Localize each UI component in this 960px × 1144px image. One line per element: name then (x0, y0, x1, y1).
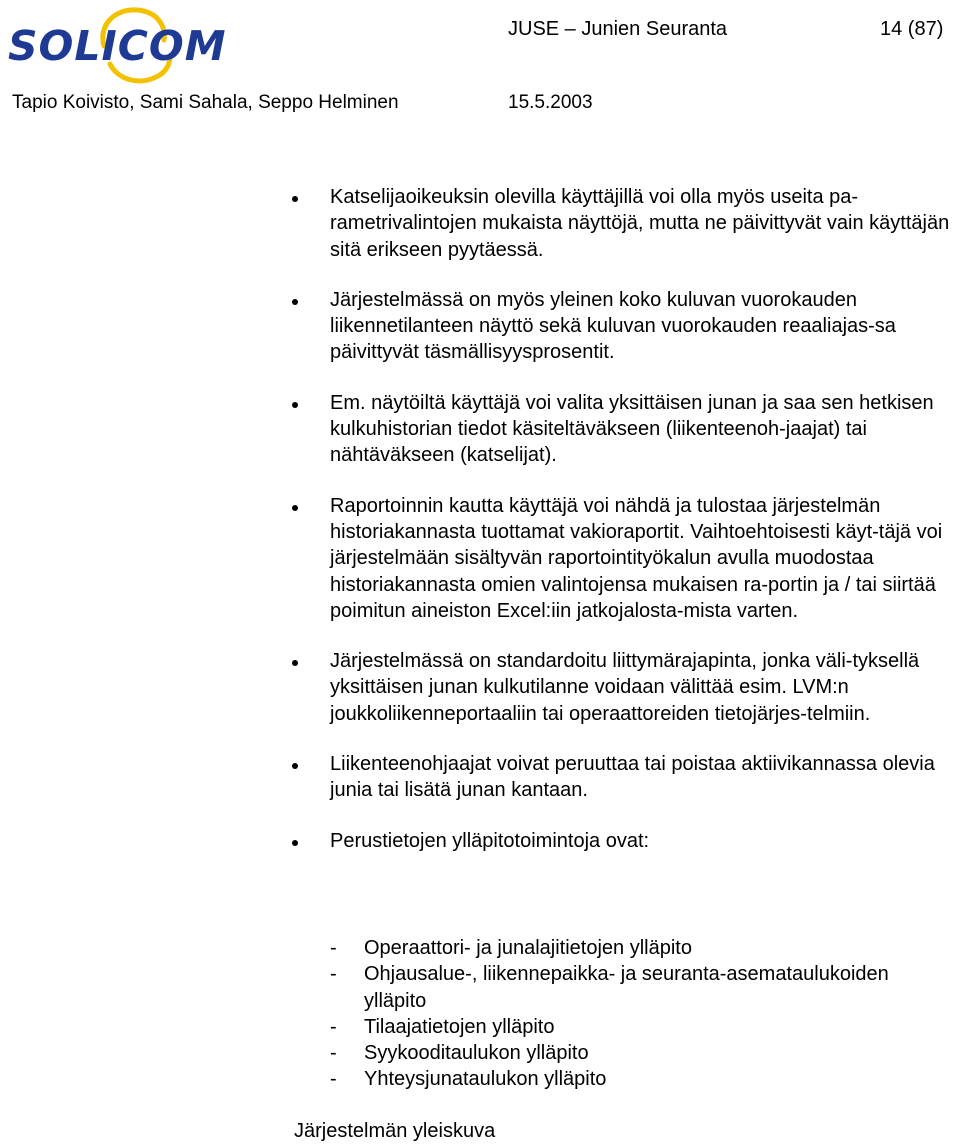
section-heading: Järjestelmän yleiskuva (294, 1120, 496, 1142)
sub-list-item (330, 935, 950, 961)
list-item (0, 648, 960, 727)
sub-item-text: Syykooditaulukon ylläpito (364, 1042, 589, 1065)
sub-item-text: Yhteysjunataulukon ylläpito (364, 1068, 607, 1091)
page-number: 14 (87) (880, 18, 944, 40)
bullet-icon (292, 505, 298, 511)
bullet-text: Liikenteenohjaajat voivat peruuttaa tai poistaa aktiivikannassa olevia junia tai lisätä junan kantaan. (330, 753, 935, 802)
document-date: 15.5.2003 (508, 92, 593, 113)
bullet-text: Järjestelmässä on myös yleinen koko kuluvan vuorokauden liikennetilanteen näyttö sekä kuluvan vuorokauden reaaliajas-sa päivittyvät täsmällisyysprosentit. (330, 288, 896, 364)
list-item (0, 184, 960, 263)
sub-list-item (330, 1014, 950, 1040)
sub-item-text: Ohjausalue-, liikennepaikka- ja seuranta-asemataulukoiden ylläpito (364, 963, 889, 1012)
list-item (0, 751, 960, 804)
sub-item-text: Tilaajatietojen ylläpito (364, 1015, 555, 1038)
dash-marker: - (330, 1068, 337, 1091)
list-item (0, 493, 960, 624)
sub-list-item (330, 1066, 950, 1092)
document-title: JUSE – Junien Seuranta (508, 18, 728, 40)
list-item (0, 390, 960, 469)
logo-wordmark: SOLICOM (8, 22, 227, 70)
dash-marker: - (330, 1042, 337, 1065)
bullet-text: Em. näytöiltä käyttäjä voi valita yksittäisen junan ja saa sen hetkisen kulkuhistorian tiedot käsiteltäväkseen (liikenteenoh-jaajat) tai nähtäväkseen (katselijat). (330, 391, 934, 467)
bullet-text: Katselijaoikeuksin olevilla käyttäjillä voi olla myös useita pa-rametrivalintojen mukaista näyttöjä, mutta ne päivittyvät vain käyttäjän sitä erikseen pyytäessä. (330, 186, 950, 261)
bullet-icon (292, 660, 298, 666)
sub-item-text: Operaattori- ja junalajitietojen ylläpito (364, 937, 692, 959)
dash-marker: - (330, 1015, 337, 1038)
bullet-text: Raportoinnin kautta käyttäjä voi nähdä ja tulostaa järjestelmän historiakannasta tuottamat vakioraportit. Vaihtoehtoisesti käyt-täjä voi järjestelmään sisältyvän raportointityökalun avulla muodostaa historiakannasta omien valintojensa mukaisen ra-portin ja / tai siirtää poimitun aineiston Excel:iin jatkojalosta-mista varten. (330, 494, 943, 622)
bullet-icon (292, 299, 298, 305)
bullet-text: Perustietojen ylläpitotoimintoja ovat: (330, 829, 650, 852)
bullet-list (0, 184, 960, 878)
dash-marker: - (330, 937, 337, 959)
bullet-text: Järjestelmässä on standardoitu liittymärajapinta, jonka väli-tyksellä yksittäisen junan kulkutilanne voidaan välittää esim. LVM:n joukkoliikenneportaaliin tai operaattoreiden tietojärjes-telmiin. (330, 650, 920, 725)
sub-list-item (330, 961, 950, 1014)
list-item (0, 287, 960, 366)
solicom-logo (6, 6, 238, 86)
sub-list-item (330, 1040, 950, 1066)
bullet-icon (292, 763, 298, 769)
list-item (0, 828, 960, 854)
bullet-icon (292, 402, 298, 408)
dash-marker: - (330, 963, 337, 986)
maintenance-sub-list (330, 935, 950, 1093)
authors: Tapio Koivisto, Sami Sahala, Seppo Helminen (12, 92, 399, 113)
bullet-icon (292, 840, 298, 846)
bullet-icon (292, 196, 298, 202)
